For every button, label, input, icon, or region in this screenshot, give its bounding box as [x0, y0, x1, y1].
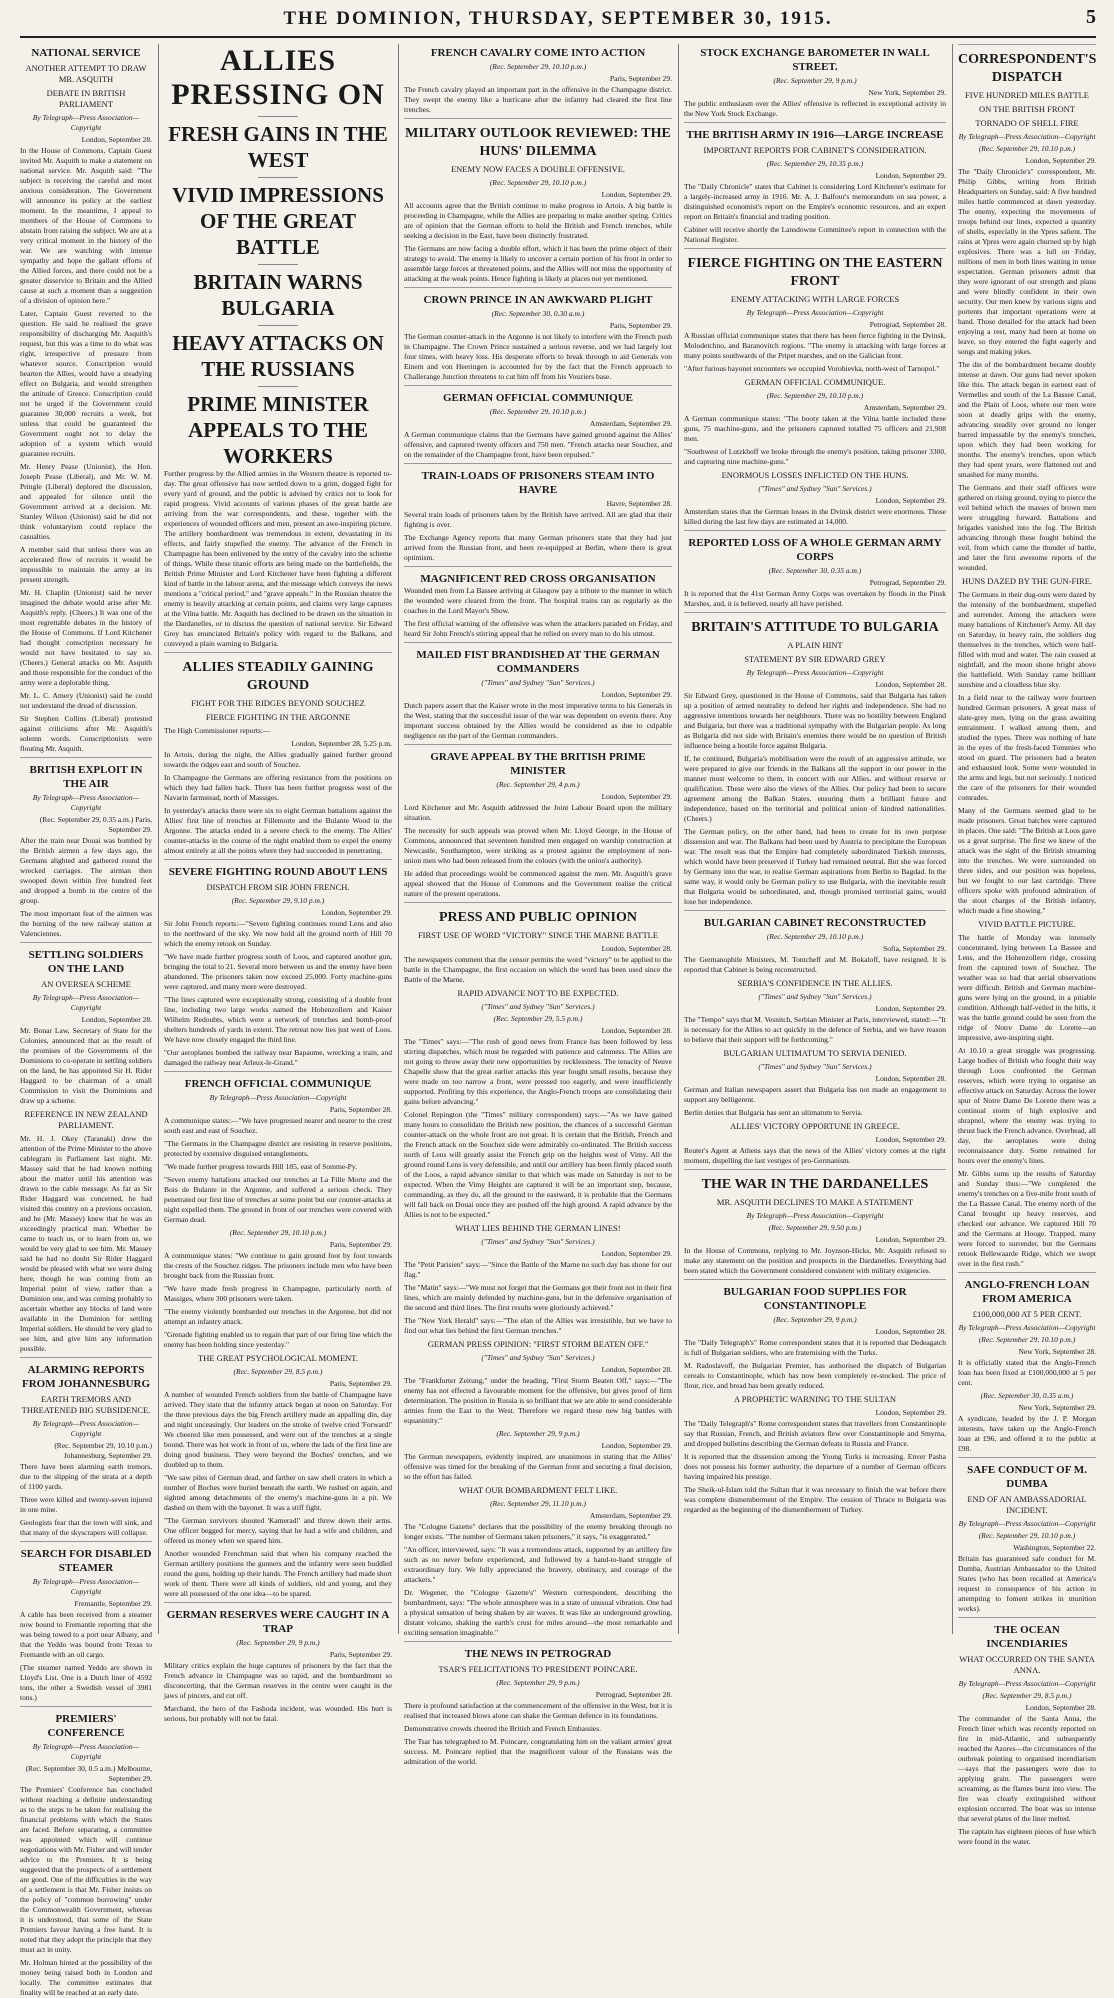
article-paragraph: The "New York Herald" says:—"The elan of the Allies was irresistible, but we have to find out what lies behind the first German trenches.": [404, 1316, 672, 1335]
wire-credit: ("Times" and Sydney "Sun" Services.): [481, 1237, 595, 1246]
article-headline: TRAIN-LOADS OF PRISONERS STEAM INTO HAVRE: [404, 463, 672, 497]
subheading: HUNS DAZED BY THE GUN-FIRE.: [961, 576, 1093, 586]
article-headline: NATIONAL SERVICE: [31, 47, 141, 59]
wire-credit: By Telegraph—Press Association—Copyright: [958, 1679, 1096, 1688]
article-paragraph: "Seven enemy battalions attacked our trenches at La Fille Morte and the Bois de Bulante in the Argonne, and suffered a serious check. They penetrated our first line of trenches at some point but our counter-attacks at night expelled them. The ground in front of our trenches were covered with German dead.: [164, 1175, 392, 1224]
wire-credit: (Rec. September 29, 10.10 p.m.): [766, 391, 864, 400]
article-paragraph: Later, Captain Guest reverted to the question. He said he realised the grave responsibility of discharging Mr. Asquith's request, but this was a time to do what was right, irrespective of pressure from whatever source. Conscription would hearten the Allies, would have a steadying effect on Bulgaria, and would strengthen the attitude of Greece. Conscription could not be urged if the Government could guarantee 30,000 recruits a week, but unless that could be guaranteed the Government ought not to delay the adoption of a system which would guarantee recruits.: [20, 309, 152, 458]
deck-headline: VIVID IMPRESSIONS OF THE GREAT BATTLE: [172, 183, 384, 259]
article-paragraph: (The steamer named Yeddo are shown in Lloyd's List. One is a Dutch liner of 4592 tons, the other a Swedish vessel of 3981 tons.): [20, 1663, 152, 1702]
headline-divider: [258, 325, 298, 326]
article-paragraph: There is profound satisfaction at the commencement of the offensive in the West, but it is realised that increased blows alone can shake the German defence in its foundations.: [404, 1701, 672, 1720]
page-number: 5: [1086, 6, 1096, 28]
article-paragraph: In yesterday's attacks there were six to eight German battalions against the Allies' first line of trenches at Fillemorte and the Bulante Wood in the Argonne. The attacks ended in a severe check to the enemy. The Allies' counter-attacks in the course of the night enabled them to expel the enemy almost entirely at all the points where they had succeeded in penetrating.: [164, 806, 392, 855]
wire-credit: ("Times" and Sydney "Sun" Services.): [481, 1002, 595, 1011]
article-paragraph: M. Radoslavoff, the Bulgarian Premier, has authorised the dispatch of Bulgarian cereals to Constantinople, which has now been completely re-stocked. The price of flour, rice, and bread has been greatly reduced.: [684, 1361, 946, 1390]
wire-credit: (Rec. September 29, 9 p.m.): [773, 1315, 857, 1324]
article-paragraph: The captain has eighteen pieces of fuse which were found in the water.: [958, 1827, 1096, 1846]
wire-credit: ("Times" and Sydney "Sun" Services.): [758, 484, 872, 493]
headline-divider: [258, 177, 298, 178]
column-rule: [398, 44, 399, 1634]
article-headline: BULGARIAN CABINET RECONSTRUCTED: [684, 910, 946, 930]
article-paragraph: In Champagne the Germans are offering resistance from the positions on which they had fallen back. There has been further progress west of the Navarin farmstead, north of Massiges.: [164, 773, 392, 802]
article-paragraph: The commander of the Santa Anna, the French liner which was recently reported on fire in mid-Atlantic, and subsequently reached the Azores—the circumstances of the outbreak pointing to organised incendiarism—says that the passengers were due to applying grain. The passengers were screaming, as the flames burst into view. The fire was clearly extinguished without explosion occurred. The boat was so intense that several plates of the liner melted.: [958, 1714, 1096, 1823]
article-paragraph: "Our aeroplanes bombed the railway near Bapaume, wrecking a train, and damaged the railway near Arleux-le-Grand.": [164, 1048, 392, 1067]
article-paragraph: Britain has guaranteed safe conduct for M. Dumba, Austrian Ambassador to the United States (who has been recalled at America's request in consequence of his action in attempting to foment strikes in munition works).: [958, 1554, 1096, 1613]
dateline: London, September 28.: [81, 1015, 152, 1024]
article-paragraph: The Germans and their staff officers were gathered on rising ground, trying to pierce the veil behind which the masses of brown men were struggling forward. Battalions and brigades vanished into the fog. The British advancing through these fought behind the veil, from which came the thunder of battle, and later the first awesome reports of the wounded.: [958, 483, 1096, 572]
article-paragraph: German and Italian newspapers assert that Bulgaria has not made an engagement to support any belligerent.: [684, 1085, 946, 1104]
wire-credit: (Rec. September 29, 8.5 p.m.): [233, 1367, 323, 1376]
wire-credit: By Telegraph—Press Association—Copyright: [32, 1419, 140, 1438]
article-headline: GERMAN OFFICIAL COMMUNIQUE: [404, 385, 672, 405]
wire-credit: By Telegraph—Press Association—Copyright: [958, 1323, 1096, 1332]
main-headline: ALLIES PRESSING ON: [171, 44, 385, 111]
wire-credit: (Rec. September 29, 9.10 p.m.): [231, 896, 325, 905]
article-paragraph: Wounded men from La Bassee arriving at Glasgow pay a tribute to the manner in which the wounded were cleared from the front. The hospital trains ran as regularly as the coaches in the Lord Mayor's Show.: [404, 586, 672, 615]
article-paragraph: The "Tempo" says that M. Vesnitch, Serbian Minister at Paris, interviewed, stated:—"It is necessary for the Allies to act quickly in the defence of Serbia, and we have reason to believe that their support will be forthcoming.": [684, 1015, 947, 1044]
dateline: London, September 29.: [875, 1235, 946, 1244]
article-paragraph: The "Matin" says:—"We must not forget that the Germans got their front not in their first lines, which are mainly defended by machine-guns, but in the defensive organisation of the second and third lines. The first results were gloriously achieved.": [404, 1283, 672, 1312]
article-headline: FRENCH CAVALRY COME INTO ACTION: [430, 47, 646, 59]
wire-credit: (Rec. September 29, 10.10 p.m.): [766, 932, 864, 941]
article-paragraph: Sir Stephen Collins (Liberal) protested against criticisms after Mr. Asquith's solemn words. Conscriptionists were flouting Mr. Asquith.: [20, 714, 152, 753]
wire-credit: (Rec. September 29, 10.10 p.m.): [489, 407, 587, 416]
article-paragraph: A syndicate, headed by the J. P. Morgan interests, have taken up the Anglo-French loan at £96, and offered it to the public at £98.: [958, 1414, 1096, 1453]
subheading: AN OVERSEA SCHEME: [41, 979, 131, 989]
article-paragraph: Mr. L. C. Amery (Unionist) said he could not understand the dread of discussion.: [20, 691, 152, 710]
article-paragraph: "The enemy violently bombarded our trenches in the Argonne, but did not attempt an infantry attack.: [164, 1307, 392, 1326]
article-paragraph: A cable has been received from a steamer now bound to Fremantle reporting that she was being towed to a port near Albany, and that the Yeddo was bound from Texas to Fremantle with an oil cargo.: [20, 1610, 152, 1659]
article-headline: MAGNIFICENT RED CROSS ORGANISATION: [404, 566, 672, 586]
article-paragraph: The Germanophile Ministers, M. Tontcheff and M. Bokaloff, have resigned. It is reported that Cabinet is being reconstructed.: [684, 955, 946, 974]
article-paragraph: "An officer, interviewed, says: "It was a tremendous attack, supported by an artillery fire such as no never before experienced, and followed by a hand-to-hand struggle of extraordinary fury. We fully appreciated the bravery, obstinacy, and courage of the attackers.": [404, 1545, 672, 1584]
subheading: TSAR'S FELICITATIONS TO PRESIDENT POINCARE.: [438, 1664, 638, 1674]
dateline: Fremantle, September 29.: [74, 1599, 152, 1608]
article-paragraph: In Artois, during the night, the Allies gradually gained further ground towards the ridges east and south of Souchez.: [164, 750, 392, 769]
dateline: London, September 29.: [875, 171, 946, 180]
dateline: Paris, September 29.: [329, 1240, 392, 1249]
dateline: London, September 29.: [875, 1004, 946, 1013]
article-paragraph: The "Daily Telegraph's" Rome correspondent states that travellers from Constantinople say that Russian, French, and British aviators flew over Constantinople and Smyrna, and dropped bulletins describing the German defeats in Russia and France.: [684, 1419, 946, 1448]
subheading: RAPID ADVANCE NOT TO BE EXPECTED.: [457, 988, 619, 998]
article-paragraph: The first official warning of the offensive was when the attackers paraded on Friday, and heard Sir John French's stirring appeal that he relied on every man to do his utmost.: [404, 619, 672, 638]
article-paragraph: The Exchange Agency reports that many German prisoners state that they had just arrived from the Russian front, and been re-equipped at Berlin, where there is great optimism.: [404, 533, 672, 562]
subheading: FIGHT FOR THE RIDGES BEYOND SOUCHEZ: [191, 698, 365, 708]
masthead: [20, 6, 1096, 38]
article-paragraph: All accounts agree that the British continue to make progress in Artois. A big battle is proceeding in Champagne, while the Allies are preparing to make another spring. Critics are of opinion that the German efforts to hold the British and French trenches, while seeking a decision in the East, have been distinctly frustrated.: [404, 201, 672, 240]
subheading: SERBIA'S CONFIDENCE IN THE ALLIES.: [737, 978, 893, 988]
subheading: FIERCE FIGHTING IN THE ARGONNE: [205, 712, 351, 722]
subheading: TORNADO OF SHELL FIRE: [975, 118, 1079, 128]
dateline: London, September 29.: [875, 1408, 946, 1417]
wire-credit: (Rec. September 29, 9 p.m.): [236, 1638, 320, 1647]
section-headline: ALLIES STEADILY GAINING GROUND: [164, 652, 392, 695]
article-paragraph: "We have made fresh progress in Champagne, particularly north of Massiges, where 300 prisoners were taken.: [164, 1284, 392, 1303]
dateline: London, September 28.: [875, 680, 946, 689]
subheading: £100,000,000 AT 5 PER CENT.: [972, 1309, 1082, 1319]
article-paragraph: In a field near to the railway were fourteen hundred German prisoners. A great mass of slate-grey men, lying on the grass awaiting entrainment. I walked among them, and studied the types. There was nothing of hate in the eyes of the fresh-faced Tommies who stood on guard. The prisoners had a beaten and exhausted look. Some were wounded in the arms and legs, but not seriously. I noticed the care of the prisoners for their wounded comrades.: [958, 693, 1096, 802]
column-3: [404, 44, 672, 1766]
article-paragraph: A number of wounded French soldiers from the battle of Champagne have arrived. They state that the infantry attack began at noon on Saturday. For the three previous days the big French artillery made an appalling din, day and night unceasingly. Our leaders on the stroke of twelve cried 'Forward!' We cheered like men possessed, and were out of the trenches at a single bound. There was hot work in front of us, where the lads of the first line are doing good business. They were beyond the Boches' trenches, and we doubled up to them.: [164, 1390, 392, 1469]
wire-credit: (Rec. September 29, 9 p.m.): [773, 76, 857, 85]
deck-headline: BRITAIN WARNS BULGARIA: [193, 270, 363, 320]
headline-divider: [258, 116, 298, 117]
article-headline: THE OCEAN INCENDIARIES: [958, 1617, 1096, 1651]
subheading: A PLAIN HINT: [787, 640, 843, 650]
subheading: THE GREAT PSYCHOLOGICAL MOMENT.: [198, 1353, 358, 1363]
article-headline: STOCK EXCHANGE BAROMETER IN WALL STREET.: [700, 47, 930, 73]
article-headline: SAFE CONDUCT OF M. DUMBA: [958, 1457, 1096, 1491]
article-paragraph: The German newspapers, evidently inspired, are unanimous in stating that the Allies' offensive was timed for the breaking of the German front and securing a final decision, so the effort has failed.: [404, 1452, 672, 1481]
article-paragraph: Geologists fear that the town will sink, and that many of the skyscrapers will collapse.: [20, 1518, 152, 1537]
article-paragraph: The battle of Monday was intensely concentrated, lying between La Bassee and Lens, and the Hohenzollern ridge, crossing from the captured town of Souchez. The weather was so bad that aerial observations were difficult. British and German machine-guns were lying on the ground, in a pitiable condition. Although half-veiled in the hills, it was the battle ground could be seen from the ridge of Notre Dame de Lorette—an impressive, awe-inspiring sight.: [958, 933, 1096, 1042]
article-paragraph: A Russian official communique states that there has been fierce fighting in the Dvinsk, Molodetchno, and Baranovitch regions. "The enemy is attacking with large forces at many points southwards of the Pripet marshes, and on the Galician front.: [684, 331, 946, 360]
article-paragraph: Mr. H. Chaplin (Unionist) said he never imagined the debate would arise after Mr. Asquith's reply. (Cheers.) It was one of the most regrettable debates in the history of the House of Commons. If Lord Kitchener had thought conscription necessary he would not have hesitated to say so. (Cheers.) General attacks on Mr. Asquith and those responsible for the conduct of the army were a deplorable thing.: [20, 588, 152, 687]
subheading: ENORMOUS LOSSES INFLICTED ON THE HUNS.: [721, 470, 909, 480]
subheading: IMPORTANT REPORTS FOR CABINET'S CONSIDERATION.: [703, 145, 927, 155]
article-paragraph: It is reported that the 41st German Army Corps was overtaken by floods in the Pinsk Marshes, and, it is believed, nearly all have perished.: [684, 589, 946, 608]
wire-credit: By Telegraph—Press Association—Copyright: [32, 1742, 140, 1761]
article-paragraph: The Germans are now facing a double effort, which it has been the prime object of their strategy to avoid. The enemy is likely to uncover a certain portion of his front in order to assemble large forces at threatened points, and the Allies will not miss the opportunity of attacking at the weak points. Hence fighting is likely at places not yet mentioned.: [404, 244, 672, 283]
deck-headline: FRESH GAINS IN THE WEST: [168, 122, 388, 172]
column-4: [684, 44, 946, 1634]
dateline: Paris, September 29.: [609, 74, 672, 83]
dateline: London, September 28.: [601, 1365, 672, 1374]
wire-credit: (Rec. September 29, 9.50 p.m.): [768, 1223, 862, 1232]
subheading: ANOTHER ATTEMPT TO DRAW MR. ASQUITH: [25, 63, 147, 84]
article-paragraph: The most important feat of the airmen was the burning of the new railway station at Valenciennes.: [20, 909, 152, 938]
dateline: Paris, September 29.: [329, 1650, 392, 1659]
article-headline: CROWN PRINCE IN AN AWKWARD PLIGHT: [404, 287, 672, 307]
dateline: London, September 28.: [875, 1327, 946, 1336]
subheading: WHAT OCCURRED ON THE SANTA ANNA.: [959, 1654, 1095, 1675]
subheading: VIVID BATTLE PICTURE.: [978, 919, 1076, 929]
article-paragraph: "We saw piles of German dead, and farther on saw shell craters in which a number of Boches were buried beneath the earth. We rushed on again, and sighted among detachments of the enemy's machine-guns in a pit. We dashed on them with the bayonet. It was a stiff fight.: [164, 1473, 392, 1512]
article-paragraph: The Premiers' Conference has concluded without reaching a definite understanding as to the steps to be taken for realising the financial problems with which the States are faced. Before separating, a committee was appointed which will continue negotiations with Mr. Fisher and will tender advice to the Premiers. It is being suggested that the prospects of a settlement are good. One of the difficulties in the way of a settlement is that Mr. Fisher insists on the policy of "common borrowing" under the Commonwealth Government, whereas it is understood, that some of the State Premiers favour having a free hand. It is noted that they adopt the principle that they must act in unity.: [20, 1785, 152, 1954]
article-paragraph: The necessity for such appeals was proved when Mr. Lloyd George, in the House of Commons, announced that seventeen hundred men engaged on warship construction at Newcastle, Southampton, were striking as a protest against the employment of non-union men who had been released from the colours (with the union's authority).: [404, 826, 672, 865]
section-headline: THE WAR IN THE DARDANELLES: [684, 1169, 946, 1194]
wire-credit: (Rec. September 30, 0.35 a.m.): [768, 566, 862, 575]
article-headline: MAILED FIST BRANDISHED AT THE GERMAN COMMANDERS: [404, 642, 672, 676]
article-paragraph: Several train loads of prisoners taken by the British have arrived. All are glad that their fighting is over.: [404, 510, 672, 529]
wire-credit: (Rec. September 29, 10.10 p.m.): [489, 178, 587, 187]
dateline: London, September 28.: [81, 135, 152, 144]
headline-divider: [258, 386, 298, 387]
dateline: Paris, September 28.: [329, 1105, 392, 1114]
subheading: GERMAN PRESS OPINION: "FIRST STORM BEATEN OFF.": [427, 1339, 649, 1349]
dateline: London, September 29.: [321, 908, 392, 917]
article-paragraph: Dr. Wegener, the "Cologne Gazette's" Western correspondent, describing the bombardment, says: "The whole atmosphere was in a state of unusual vibration. One had a physical sensation of being shaken by air waves. It was like an underground growling, distant volcano, shaking the earth's crust for miles around—the most remarkable and exciting sensation imaginable.": [404, 1588, 672, 1637]
article-headline: FRENCH OFFICIAL COMMUNIQUE: [164, 1071, 392, 1091]
wire-credit: By Telegraph—Press Association—Copyright: [746, 1211, 884, 1220]
lead-story-body: [164, 469, 392, 1724]
dateline: Paris, September 29.: [609, 321, 672, 330]
article-headline: SETTLING SOLDIERS ON THE LAND: [20, 942, 152, 976]
dateline: Amsterdam, September 29.: [863, 403, 946, 412]
wire-credit: (Rec. September 29, 9 p.m.): [496, 1678, 580, 1687]
article-paragraph: It is reported that the dissension among the Young Turks is increasing. Enver Pasha does not possess his former authority, the departure of a number of German officers having impaired his prestige.: [684, 1452, 946, 1481]
article-paragraph: He added that proceedings would be commenced against the men. Mr. Asquith's grave appeal showed that the House of Commons and the Government realise the critical nature of the present operations.: [404, 869, 672, 898]
wire-credit: (Rec. September 30, 0.35 a.m.): [980, 1391, 1074, 1400]
dateline: Washington, September 22.: [1013, 1543, 1096, 1552]
article-headline: PREMIERS' CONFERENCE: [20, 1706, 152, 1740]
article-paragraph: Many of the Germans seemed glad to be made prisoners. Great batches were captured in places. One said: "The British at Loos gave us a great surprise. The first we knew of the attack was the sight of the British streaming into the trenches. We were surrounded on three sides, and our position was hopeless, but we fought to our last cartridge. Three officers spoke with profound admiration of the stout charges of the British infantry, which made a fine showing.": [958, 806, 1096, 915]
article-paragraph: Mr. Henry Pease (Unionist), the Hon. Joseph Pease (Liberal), and Mr. W. M. Pringle (Liberal) deplored the discussion, and appealed for silence until the Government arrived at a decision. Mr. Stanley Wilson (Unionist) said he did not think voluntaryism could replace the casualties.: [20, 462, 152, 541]
section-headline: BRITAIN'S ATTITUDE TO BULGARIA: [684, 612, 946, 637]
dateline: London, September 28.: [601, 1026, 672, 1035]
article-paragraph: The German counter-attack in the Argonne is not likely to interfere with the French push in Champagne. The Crown Prince sustained a serious reverse, and we had largely lost four times, with heavy loss. His desperate efforts to break through to aid Generals von Einem and von Heeringen is accounted for by the fact that the French approach to Challerange Junction threatens to cut him off from his Vouziers base.: [404, 332, 672, 381]
article-paragraph: Lord Kitchener and Mr. Asquith addressed the Joint Labour Board upon the military situation.: [404, 803, 672, 822]
headline-divider: [258, 264, 298, 265]
subheading: WHAT OUR BOMBARDMENT FELT LIKE.: [458, 1485, 618, 1495]
subheading: WHAT LIES BEHIND THE GERMAN LINES!: [455, 1223, 621, 1233]
article-headline: ANGLO-FRENCH LOAN FROM AMERICA: [958, 1272, 1096, 1306]
dateline: London, September 28, 5.25 p.m.: [291, 739, 392, 748]
wire-credit: (Rec. September 29, 4 p.m.): [496, 780, 580, 789]
article-paragraph: A member said that unless there was an accelerated flow of recruits it would be impossible to maintain the army at its present strength.: [20, 545, 152, 584]
article-headline: GRAVE APPEAL BY THE BRITISH PRIME MINISTER: [404, 744, 672, 778]
newspaper-title: THE DOMINION, THURSDAY, SEPTEMBER 30, 1915.: [283, 8, 833, 29]
wire-credit: (Rec. September 29, 5.5 p.m.): [493, 1014, 583, 1023]
article-paragraph: The French cavalry played an important part in the offensive in the Champagne district. They swept the enemy like a hurricane after the infantry had cleared the first line trenches.: [404, 85, 672, 114]
article-paragraph: Another wounded Frenchman said that when his company reached the German artillery positions the gunners and the infantry were seen huddled round the guns, holding up their hands. The French artillery had made short work of them. There were all kinds of soldiers, old and young, and they were all possessed of the one idea—to be spared.: [164, 1549, 392, 1598]
article-paragraph: "The lines captured were exceptionally strong, consisting of a double front line, including two large works named the Hohenzollern and Kaiser Wilhelm Redoubts, which were a network of trenches and bomb-proof shelters hundreds of yards in extent. The retreat now lies just west of Loos. We have now closely engaged the third line.: [164, 995, 392, 1044]
wire-credit: (Rec. September 29, 10.10 p.m.): [489, 62, 587, 71]
wire-credit: ("Times" and Sydney "Sun" Services.): [758, 1062, 872, 1071]
subheading: STATEMENT BY SIR EDWARD GREY: [744, 654, 886, 664]
column-rule: [678, 44, 679, 1634]
wire-credit: (Rec. September 30, 0.30 a.m.): [491, 309, 585, 318]
subheading: FIRST USE OF WORD "VICTORY" SINCE THE MARNE BATTLE: [417, 930, 659, 940]
article-paragraph: Sir Edward Grey, questioned in the House of Commons, said that Bulgaria has taken up a position of armed neutrality to defend her rights and independence. She had no aggressive intentions towards her neighbours. There was no hostility between England and Bulgaria, but there was a traditional sympathy with the Bulgarian people. As long as Bulgaria did not side with Britain's enemies there would be no question of British influence being a hostile force against Bulgaria.: [684, 691, 946, 750]
wire-credit: (Rec. September 29, 10.10 p.m.): [978, 144, 1076, 153]
article-paragraph: "The German survivors shouted 'Kamerad!' and threw down their arms. One officer begged for mercy, saying that he had a wife and children, and offered us money when we spared him.: [164, 1516, 392, 1545]
dateline: Paris, September 29.: [329, 1379, 392, 1388]
article-paragraph: At 10.10 a great struggle was progressing. Large bodies of British who fought their way through Loos confronted the German reserves, which were trying to organise an effective attack on Saturday. Across the lower spur of Notre Dame De Lorette there was a continual storm of high explosive and shrapnel, where the enemy was trying to thrust back the French advance. Overhead, all day, the aeroplanes were doing reconnaissance duty. Some remained for hours over the enemy's lines.: [958, 1046, 1096, 1165]
column-5: [958, 44, 1097, 1846]
article-paragraph: The High Commissioner reports:—: [164, 726, 271, 735]
wire-credit: (Rec. September 29, 10.10 p.m.): [229, 1228, 327, 1237]
wire-credit: By Telegraph—Press Association—Copyright: [209, 1093, 347, 1102]
article-headline: SEVERE FIGHTING ROUND ABOUT LENS: [164, 859, 392, 879]
dateline: Sofia, September 29.: [883, 944, 946, 953]
subheading: DISPATCH FROM SIR JOHN FRENCH.: [206, 882, 350, 892]
article-paragraph: Colonel Repington (the "Times" military correspondent) says:—"As we have gained many hours to consolidate the British new position, the chances of a successful German counter-attack on the whole front are not great. It is certain that the British, French and the French attack on the Souchez side were admirably co-ordinated. The British success north of Lens will greatly assist the French grip on the heights west of Vimy. All the ground round Lens is very defensible, and until our artillery has been firmly placed south of the Loos, a rapid advance similar to that which was made on Saturday is not to be expected. When the Vimy Heights are captured it will be an important step, because, commanding, as they do, all the ground to the eastward, it is probable that the Germans will fall back on Douai once they are pushed off the high ground. A rapid advance by the Allies is not to be expected.": [404, 1110, 672, 1219]
column-rule: [158, 44, 159, 1634]
dateline: London, September 29.: [1025, 156, 1096, 165]
article-paragraph: "After furious bayonet encounters we occupied Vorobievka, north-west of Tarnopol.": [684, 364, 940, 373]
wire-credit: By Telegraph—Press Association—Copyright: [32, 113, 140, 132]
article-paragraph: The Germans in their dug-outs were dazed by the intensity of the bombardment, stupefied and surrender. Among the attackers were many battalions of Kitchener's Army. All day on Saturday, in heavy rain, the soldiers dug themselves in the trenches, which were half-filled with mud and water. The rain ceased at nightfall, and the moon shone bright above the battlefield. With Sunday came brilliant sunshine and a cloudless blue sky.: [958, 590, 1096, 689]
article-headline: GERMAN RESERVES WERE CAUGHT IN A TRAP: [164, 1602, 392, 1636]
column-2-lead-story: [164, 44, 392, 1723]
lead-headlines: [164, 44, 392, 469]
article-paragraph: Three were killed and twenty-seven injured in one mine.: [20, 1495, 152, 1514]
subheading: GERMAN OFFICIAL COMMUNIQUE.: [744, 377, 886, 387]
wire-credit: ("Times" and Sydney "Sun" Services.): [758, 992, 872, 1001]
article-paragraph: A communique states:—"We have progressed nearer and nearer to the crest south east and east of Souchez.: [164, 1116, 392, 1135]
article-paragraph: "We have made further progress south of Loos, and captured another gun, bringing the total to 21. Several more between us and the enemy have been abandoned. The prisoners taken now exceed 25,000. Forty machine-guns were captured, and many more were destroyed.: [164, 952, 392, 991]
dateline: Petrograd, September 28.: [595, 1690, 672, 1699]
wire-credit: By Telegraph—Press Association—Copyright: [746, 308, 884, 317]
article-paragraph: The German policy, on the other hand, had been to create for its own purpose dissension and war. The Balkans had been used by Austria to precipitate the European war. The result was that the Empire had completely subordinated Turkish interests, which would have been preserved if Turkey had remained neutral. But she was forced by Germany into the war, to realise German aspirations from Berlin to Bagdad. In the same way, it would only be German policy to use Bulgaria, with the inevitable result that Bulgaria would be subordinated, and, though promised territorial gains, would lose her independence.: [684, 827, 946, 906]
wire-credit: (Rec. September 29, 8.5 p.m.): [982, 1691, 1072, 1700]
dateline: London, September 29.: [601, 792, 672, 801]
wire-credit: (Rec. September 29, 10.10 p.m.): [978, 1335, 1076, 1344]
article-paragraph: If, he continued, Bulgaria's mobilisation were the result of an aggressive attitude, we were prepared to give our friends in the Balkans all the support in our power in the manner most welcome to them, in concert with our Allies, and without reserve or qualification. These were also the views of the Allies. Our policy had been to secure agreement among the Balkan States, ensuring them a brilliant future and independence, based on the territorial and political union of kindred nationalities. (Cheers.): [684, 754, 946, 823]
article-paragraph: A German communique claims that the Germans have gained ground against the Allies' offensive, and captured twenty officers and 750 men. "French attacks near Souchez, and on the remainder of the Champagne front, have been repulsed.": [404, 430, 672, 459]
section-headline: FIERCE FIGHTING ON THE EASTERN FRONT: [684, 248, 946, 291]
subheading: BULGARIAN ULTIMATUM TO SERVIA DENIED.: [723, 1048, 907, 1058]
dateline: London, September 29.: [601, 690, 672, 699]
subheading: DEBATE IN BRITISH PARLIAMENT: [46, 88, 126, 109]
article-paragraph: The "Daily Telegraph's" Rome correspondent states that it is reported that Dedeagatch is full of Bulgarian soldiers, who are fraternising with the Turks.: [684, 1338, 946, 1357]
article-paragraph: There have been alarming earth tremors, due to the slipping of the strata at a depth of 1100 yards.: [20, 1462, 152, 1491]
column-1: [20, 44, 152, 1997]
dateline: New York, September 29.: [868, 88, 946, 97]
wire-credit: (Rec. September 29, 9 p.m.): [496, 1429, 580, 1438]
section-headline: MILITARY OUTLOOK REVIEWED: THE HUNS' DILEMMA: [404, 118, 672, 161]
section-headline: CORRESPONDENT'S DISPATCH: [958, 44, 1096, 87]
article-paragraph: "Grenade fighting enabled us to regain that part of our firing line which the enemy has been holding since yesterday.": [164, 1330, 392, 1349]
article-paragraph: Mr. Holman hinted at the possibility of the money being raised both in London and locally. The committee estimates that finality will be reached at an early date.: [20, 1958, 152, 1997]
dateline: New York, September 29.: [1018, 1403, 1096, 1412]
dateline: (Rec. September 29, 10.10 p.m.) Johannesburg, September 29.: [54, 1441, 152, 1460]
deck-headline: HEAVY ATTACKS ON THE RUSSIANS: [172, 331, 384, 381]
subheading: ALLIES' VICTORY OPPORTUNE IN GREECE.: [730, 1121, 900, 1131]
wire-credit: ("Times" and Sydney "Sun" Services.): [481, 1353, 595, 1362]
article-paragraph: Cabinet will receive shortly the Lansdowne Committee's report in connection with the National Register.: [684, 225, 946, 244]
article-paragraph: Dutch papers assert that the Kaiser wrote in the most imperative terms to his Generals in the West, stating that the successful issue of the war was dependent on events there. Any important success obtained by the Allies would be considered as due to culpable negligence on the part of the German commanders.: [404, 701, 672, 740]
wire-credit: (Rec. September 29, 10.10 p.m.): [978, 1531, 1076, 1540]
article-paragraph: Mr. Gibbs sums up the results of Saturday and Sunday thus:—"We completed the enemy's trenches on a five-mile front south of the La Bassee Canal. The enemy north of the Canal brought up heavy reserves, and checked our advance. We captured Hill 70 and the Germans at Hooge. Trapped, many were forced to surrender, but the Germans retook Bellewaarde Ridge, which we swept over in the first rush.": [958, 1169, 1096, 1268]
dateline: London, September 28.: [875, 1074, 946, 1083]
article-paragraph: The din of the bombardment became doubly intense at dawn. Our guns had never spoken like this. The attack began in earnest east of Vermelles and south of the La Bassee Canal, and the Plain of Loos, where our men were soon at deadly grips with the enemy, advancing steadily over ground no longer barred impassable by the enemy's trenches, upon which they had been working for months. The enemy's trenches, upon which they had spent years, were flattened out and smashed for many months.: [958, 360, 1096, 479]
wire-credit: By Telegraph—Press Association—Copyright: [32, 793, 140, 812]
dateline: Amsterdam, September 29.: [589, 1511, 672, 1520]
article-paragraph: Mr. Bonar Law, Secretary of State for the Colonies, announced that as the result of the promises of the Governments of the Dominions to co-operate in settling soldiers on the land, he has appointed Sir H. Rider Haggard to be chairman of a small Commission to visit the Dominions and draw up a scheme.: [20, 1026, 152, 1105]
article-paragraph: Mr. H. J. Okey (Taranaki) drew the attention of the Prime Minister to the above cablegram in Parliament last night. Mr. Massey said that he had known nothing about the matter until his attention was drawn to the cable message. As far as Sir Rider Haggard was concerned, he had visited this country on a previous occasion, and he (Mr. Massey) knew that he was an exceedingly practical man. Whether he came to teach us, or to learn from us, we would be very glad to see him. Mr. Massey said he had no doubt Sir Rider Haggard would be pleased with what we were doing here, though he was coming from an Imperial point of view, rather than a Dominion one, and was coming probably to ascertain whether any blocks of land were available in the Dominion for settling Imperial soldiers. He should be very glad to see him, and give him any information possible.: [20, 1134, 152, 1353]
article-paragraph: The "Times" says:—"The rush of good news from France has been followed by less stirring dispatches, which must be regarded with patience and calmness. The Allies are not going to throw away their new opportunities by recklessness. The tenacity of Neuve Chapelle show that the great earlier attacks this year fought small results, because they were made on too narrow a front, were pressed too eagerly, and were insufficiently supported. Profiting by this experience, the Anglo-French troops are consolidating their gains before advancing.": [404, 1037, 672, 1106]
article-headline: REPORTED LOSS OF A WHOLE GERMAN ARMY CORPS: [684, 530, 946, 564]
article-headline: THE BRITISH ARMY IN 1916—LARGE INCREASE: [684, 122, 946, 142]
dateline: New York, September 28.: [1018, 1347, 1096, 1356]
wire-credit: (Rec. September 29, 11.10 p.m.): [490, 1499, 586, 1508]
article-headline: THE NEWS IN PETROGRAD: [404, 1641, 672, 1661]
article-headline: BRITISH EXPLOIT IN THE AIR: [20, 757, 152, 791]
article-paragraph: The "Frankfurter Zeitung," under the heading, "First Storm Beaten Off," says:—"The enemy has not effected a favourable moment for the offensive, but gives proof of firm determination. The position in Russia is so brilliant that we are able to send considerable armies from the East to the West. Therefore we regard these new big battles with equanimity.": [404, 1376, 672, 1425]
dateline: Havre, September 28.: [606, 499, 672, 508]
subheading: MR. ASQUITH DECLINES TO MAKE A STATEMENT: [716, 1197, 914, 1207]
article-paragraph: After the train near Douai was bombed by the British airmen a few days ago, the Germans alighted and gathered round the wrecked carriages. The airman then swooped down within five hundred feet and dropped a bomb in the centre of the group.: [20, 836, 152, 905]
article-paragraph: The newspapers comment that the censor permits the word "victory" to be applied to the battle in the Champagne, the first occasion on which the word has been used since the Battle of the Marne.: [404, 955, 672, 984]
article-paragraph: "We made further progress towards Hill 185, east of Somme-Py.: [164, 1162, 357, 1171]
dateline: London, September 29.: [601, 1249, 672, 1258]
article-paragraph: Further progress by the Allied armies in the Western theatre is reported to-day. The great offensive has now settled down to a grim, dogged fight for every yard of ground, and the public is advised by critics not to look for rapid progress. Vivid accounts of various phases of the great battle are arriving from the war correspondents, and these, together with the experiences of wounded officers and men, present an awe-inspiring picture. The artillery bombardment was tremendous in extent, devastating in its effects, and fairly stupefied the enemy. The advance of the French in Champagne has been enlivened by the entry of the cavalry into the scheme of things. While these titanic efforts are being made on the battlefields, the British Prime Minister and Lord Kitchener have been fighting a different kind of battle in the labour arena, and the message which conveys the news mentions a "critical period," and "grave appeals." In the Russian theatre the enemy is heavily attacking at certain points, and claims very large captures at the Vilna battle. Mr. Asquith has declined to be drawn on the situation in the Dardanelles, or to discuss the question of national service. Sir Edward Grey has enunciated Britain's policy with regard to the Balkans, and conveyed a plain warning to Bulgaria.: [164, 469, 392, 648]
article-headline: SEARCH FOR DISABLED STEAMER: [20, 1541, 152, 1575]
subheading: FIVE HUNDRED MILES BATTLE: [965, 90, 1089, 100]
dateline: Petrograd, September 28.: [869, 320, 946, 329]
article-paragraph: The "Daily Chronicle" states that Cabinet is considering Lord Kitchener's estimate for a largely-increased army in 1916. Mr. A. J. Balfour's memorandum on sea power, a distinguished economist's report on the Empire's economic resources, and an expert report on Britain's financial and trading position.: [684, 182, 946, 221]
article-paragraph: "Southwest of Lutzkhoff we broke through the enemy's position, taking prisoner 3300, and capturing nine machine-guns.": [684, 447, 946, 466]
article-paragraph: Reuter's Agent at Athens says that the news of the Allies' victory comes at the right moment, dispelling the last vestiges of pro-Germanism.: [684, 1146, 946, 1165]
article-paragraph: The Tsar has telegraphed to M. Poincare, congratulating him on the valiant armies' great success. M. Poincare replied that the magnificent valour of the Russians was the admiration of the world.: [404, 1737, 672, 1766]
subheading: ENEMY ATTACKING WITH LARGE FORCES: [730, 294, 900, 304]
article-paragraph: The "Petit Parisien" says:—"Since the Battle of the Marne no such day has shone for our flag.": [404, 1260, 672, 1279]
article-paragraph: "The Germans in the Champagne district are resisting in reserve positions, protected by extensive disguised entanglements.: [164, 1139, 392, 1158]
article-paragraph: The "Cologne Gazette" declares that the possibility of the enemy breaking through no longer exists. "The number of Germans taken prisoners," it says, "is exaggerated.": [404, 1522, 672, 1541]
wire-credit: By Telegraph—Press Association—Copyright: [958, 132, 1096, 141]
article-paragraph: In the House of Commons, replying to Mr. Joynson-Hicks, Mr. Asquith refused to make any statement on the position and prospects in the Dardanelles. Everything had been stated which the Government considered consistent with military exigencies.: [684, 1246, 946, 1275]
wire-credit: (Rec. September 29, 10.35 p.m.): [766, 159, 864, 168]
subheading: ENEMY NOW FACES A DOUBLE OFFENSIVE.: [450, 164, 626, 174]
dateline: (Rec. September 30, 0.5 a.m.) Melbourne, September 29.: [25, 1764, 152, 1783]
article-paragraph: Demonstrative crowds cheered the British and French Embassies.: [404, 1724, 602, 1733]
wire-credit: ("Times" and Sydney "Sun" Services.): [481, 678, 595, 687]
article-paragraph: The Sheik-ul-Islam told the Sultan that it was necessary to finish the war before there was complete dismemberment of the Empire. The cession of Thrace to Bulgaria was regarded as the beginning of the dismemberment of Turkey.: [684, 1485, 946, 1514]
article-paragraph: A communique states: "We continue to gain ground foot by foot towards the crests of the Souchez ridges. The prisoners include men who have been brought back from the Russian front.: [164, 1251, 392, 1280]
dateline: London, September 28.: [1025, 1703, 1096, 1712]
subheading: REFERENCE IN NEW ZEALAND PARLIAMENT.: [24, 1109, 148, 1130]
dateline: London, September 29.: [601, 190, 672, 199]
dateline: Petrograd, September 29.: [869, 578, 946, 587]
article-paragraph: It is officially stated that the Anglo-French loan has been fixed at £100,000,000 at 5 per cent.: [958, 1358, 1096, 1387]
section-headline: PRESS AND PUBLIC OPINION: [404, 902, 672, 927]
article-paragraph: The "Daily Chronicle's" correspondent, Mr. Philip Gibbs, writing from British Headquarters on Sunday, said: A five hundred miles battle commenced at dawn yesterday. The enemy, expecting the movements of troops behind our lines, expected a quantity of shells, especially in the Ypres salient. The rains at Ypres were again churned up by high explosives. There was a lull on Friday, millions of men in both lines waiting in tense expectation. German prisoners admit that they were ignorant of our strength and plans and were blindly confident in their own security. Our men knew by various signs and portents that important operations were at hand. Those detailed for the attack had been enjoying a rest, many had been at home on leave, so they entered the fight eagerly and songs and making jokes.: [958, 167, 1096, 356]
wire-credit: By Telegraph—Press Association—Copyright: [32, 993, 140, 1012]
article-headline: ALARMING REPORTS FROM JOHANNESBURG: [20, 1357, 152, 1391]
deck-headline: PRIME MINISTER APPEALS TO THE WORKERS: [187, 392, 369, 468]
wire-credit: By Telegraph—Press Association—Copyright: [958, 1519, 1096, 1528]
dateline: London, September 29.: [875, 496, 946, 505]
wire-credit: By Telegraph—Press Association—Copyright: [32, 1577, 140, 1596]
article-paragraph: Sir John French reports:—"Severe fighting continues round Lens and also to the northward of the sky. We now hold all the ground north of Hill 70 which the enemy retook on Sunday.: [164, 919, 392, 948]
subheading: END OF AN AMBASSADORIAL INCIDENT.: [967, 1494, 1087, 1515]
column-rule: [952, 44, 953, 1634]
subheading: ON THE BRITISH FRONT: [979, 104, 1075, 114]
article-paragraph: Military critics explain the huge captures of prisoners by the fact that the French advance in Champagne was so rapid, and the bombardment so disconcerting, that the German reserves in the centre were caught in the jaws of pincers, and cut off.: [164, 1661, 392, 1700]
article-paragraph: The public enthusiasm over the Allies' offensive is reflected in exceptional activity in the New York Stock Exchange.: [684, 99, 946, 118]
subheading: EARTH TREMORS AND THREATENED BIG SUBSIDENCE.: [21, 1394, 151, 1415]
article-paragraph: Berlin denies that Bulgaria has sent an ultimatum to Servia.: [684, 1108, 863, 1117]
article-paragraph: Amsterdam states that the German losses in the Dvinsk district were enormous. Those killed during the last few days are estimated at 14,000.: [684, 507, 946, 526]
dateline: London, September 28.: [601, 944, 672, 953]
article-headline: BULGARIAN FOOD SUPPLIES FOR CONSTANTINOPLE: [684, 1279, 946, 1313]
dateline: London, September 29.: [875, 1135, 946, 1144]
dateline: London, September 29.: [601, 1441, 672, 1450]
dateline: (Rec. September 29, 0.35 a.m.) Paris, September 29.: [39, 815, 152, 834]
dateline: Amsterdam, September 29.: [589, 419, 672, 428]
article-paragraph: In the House of Commons, Captain Guest invited Mr. Asquith to make a statement on national service. Mr. Asquith said: "The subject is receiving the careful and most anxious consideration. The Government will announce its policy at the earliest moment. In the meantime, I appeal to members of the House of Commons to abstain from raising the subject. We are at a very critical moment in the history of the war. We are watching with intense sympathy and hope the gallant efforts of the Allied forces, and there could not be a greater disservice to Britain and the Allied cause at such a moment than a suggestion of a division of opinion here.": [20, 146, 152, 305]
article-paragraph: A German communique states: "The booty taken at the Vilna battle included three guns, 75 machine-guns, and the prisoners captured totalled 75 officers and 21,908 men.: [684, 414, 946, 443]
subheading: A PROPHETIC WARNING TO THE SULTAN: [733, 1394, 897, 1404]
wire-credit: By Telegraph—Press Association—Copyright: [746, 668, 884, 677]
article-paragraph: Marchand, the hero of the Fashoda incident, was wounded. His hurt is serious, but probably will not be fatal.: [164, 1704, 392, 1723]
